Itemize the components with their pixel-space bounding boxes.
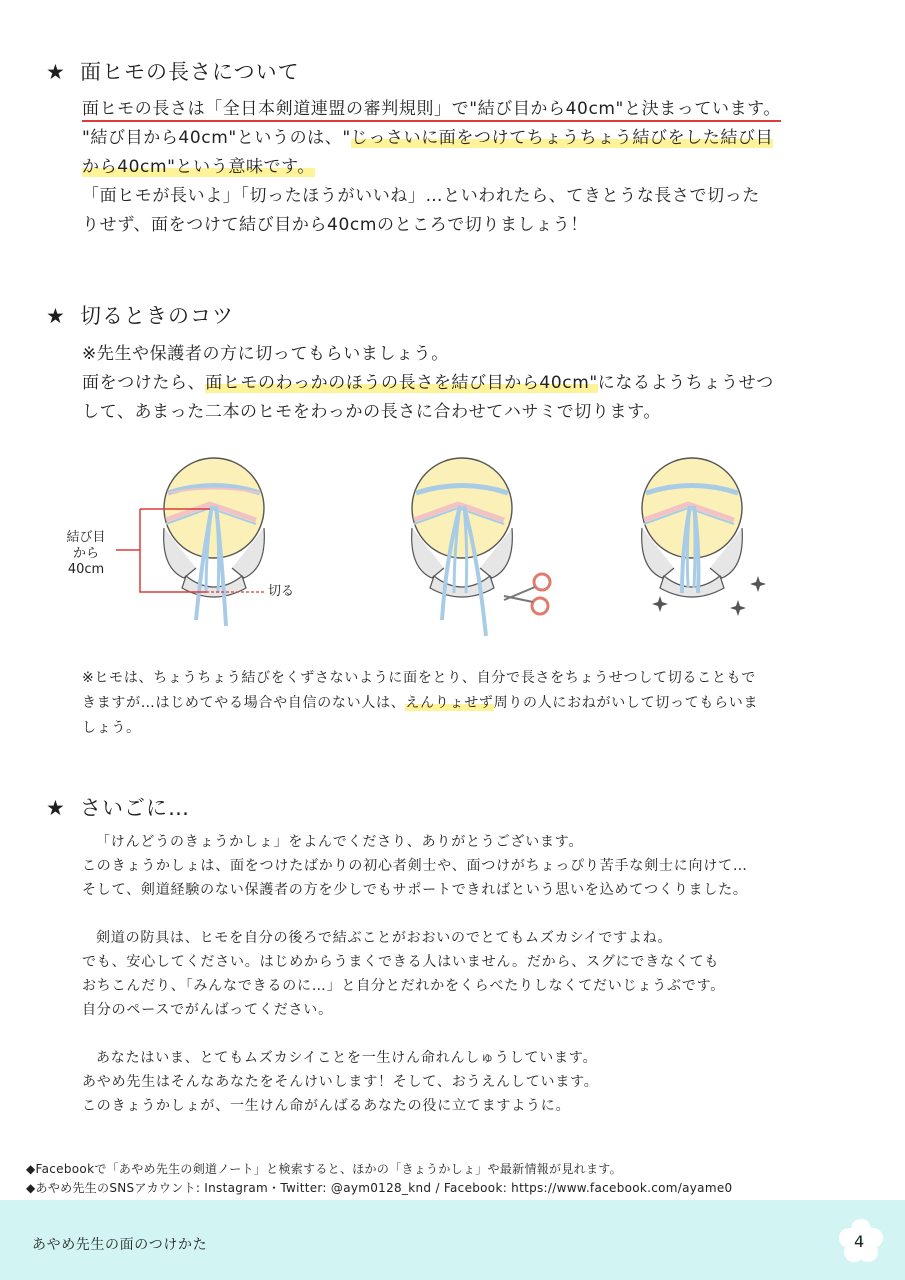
facebook-search-note: ◆Facebookで「あやめ先生の剣道ノート」と検索すると、ほかの「きょうかしょ」や最新情報が見れます。: [26, 1162, 622, 1176]
section1-line: [82, 95, 862, 124]
section1-line: [82, 124, 862, 153]
illustration-step2-cut: [380, 448, 570, 648]
closing-line: 剣道の防具は、ヒモを自分の後ろで結ぶことがおおいのでとてもムズカシイですよね。: [96, 930, 673, 946]
text-span: "結び目から40cm"というのは、": [82, 128, 351, 148]
section-title-text: 切るときのコツ: [80, 304, 234, 328]
text-span: きますが…はじめてやる場合や自信のない人は、: [82, 695, 406, 711]
sns-accounts: ◆あやめ先生のSNSアカウント: Instagram・Twitter: @aym0128_knd / Facebook: https://www.facebook.com/ayame0: [26, 1181, 733, 1195]
star-icon: ★: [46, 304, 66, 328]
closing-line: あやめ先生はそんなあなたをそんけいします！そして、おうえんしています。: [82, 1074, 599, 1090]
cut-label: 切る: [268, 584, 295, 599]
page-number: 4: [854, 1232, 865, 1251]
head-back-scissors-illustration: [380, 448, 570, 648]
highlight-span: 面ヒモのわっかのほうの長さを結び目から40cm": [205, 373, 598, 393]
measure-label-line: から: [72, 546, 99, 561]
highlight-span: じっさいに面をつけてちょうちょう結びをした結び目: [350, 128, 774, 148]
paragraph-gap: [82, 1022, 862, 1046]
text-span: になるようちょうせつ: [597, 373, 774, 393]
text-span: 周りの人におねがいして切ってもらいま: [493, 695, 759, 711]
scissors-icon: [504, 574, 550, 614]
section1-line: [82, 153, 862, 182]
paragraph-gap: [82, 902, 862, 926]
closing-line: そして、剣道経験のない保護者の方を少しでもサポートできればという思いを込めてつくりました。: [82, 882, 748, 898]
measure-label-line: 40cm: [67, 562, 105, 577]
closing-line: このきょうかしょは、面をつけたばかりの初心者剣士や、面つけがちょっぴり苦手な剣士に向けて…: [82, 858, 748, 874]
head-back-finished-illustration: [630, 448, 780, 648]
illustration-step3-done: [630, 448, 780, 648]
closing-line: このきょうかしょが、一生けん命がんばるあなたの役に立てますように。: [82, 1098, 571, 1114]
section-title-closing: [46, 792, 190, 822]
highlight-span: から40cm"という意味です。: [82, 157, 315, 177]
section2-line: [82, 369, 862, 398]
text-span: 面をつけたら、: [82, 373, 206, 393]
measure-label: [60, 530, 112, 578]
section-title-text: 面ヒモの長さについて: [80, 60, 300, 84]
note-line: [82, 691, 872, 716]
rule-sentence: 面ヒモの長さは「全日本剣道連盟の審判規則」で"結び目から40cm"と決まっています。: [82, 99, 781, 122]
closing-line: あなたはいま、とてもムズカシイことを一生けん命れんしゅうしています。: [96, 1050, 598, 1066]
section2-body: [82, 340, 862, 427]
footer-book-title: あやめ先生の面のつけかた: [32, 1237, 208, 1253]
section-title-cutting-tips: [46, 300, 234, 330]
page-footer: [0, 1200, 905, 1280]
closing-line: 「けんどうのきょうかしょ」をよんでくださり、ありがとうございます。: [96, 834, 584, 850]
closing-message: [82, 830, 862, 1118]
section-title-text: さいごに…: [80, 796, 190, 820]
section2-line: ※先生や保護者の方に切ってもらいましょう。: [82, 344, 449, 364]
measure-label-line: 結び目: [66, 530, 106, 545]
section2-line: して、あまった二本のヒモをわっかの長さに合わせてハサミで切ります。: [82, 402, 661, 422]
highlight-span: えんりょせず: [405, 695, 494, 711]
closing-line: 自分のペースでがんばってください。: [82, 1002, 333, 1018]
illustration-step1-measure: [56, 448, 306, 648]
star-icon: ★: [46, 796, 66, 820]
star-icon: ★: [46, 60, 66, 84]
section1-line: りせず、面をつけて結び目から40cmのところで切りましょう！: [82, 215, 589, 235]
note-line: しょう。: [82, 720, 141, 736]
sns-info: [26, 1160, 732, 1198]
section1-body: [82, 95, 862, 240]
closing-line: でも、安心してください。はじめからうまくできる人はいません。だから、スグにできなくても: [82, 954, 720, 970]
section-title-himo-length: [46, 56, 300, 86]
note-line: ※ヒモは、ちょうちょう結びをくずさないように面をとり、自分で長さをちょうせつして切ることもで: [82, 670, 756, 686]
closing-line: おちこんだり、「みんなできるのに…」と自分とだれかをくらべたりしなくてだいじょうぶです。: [82, 978, 726, 994]
note-block: [82, 666, 872, 741]
section1-line: 「面ヒモが長いよ」「切ったほうがいいね」…といわれたら、てきとうな長さで切った: [82, 186, 760, 206]
